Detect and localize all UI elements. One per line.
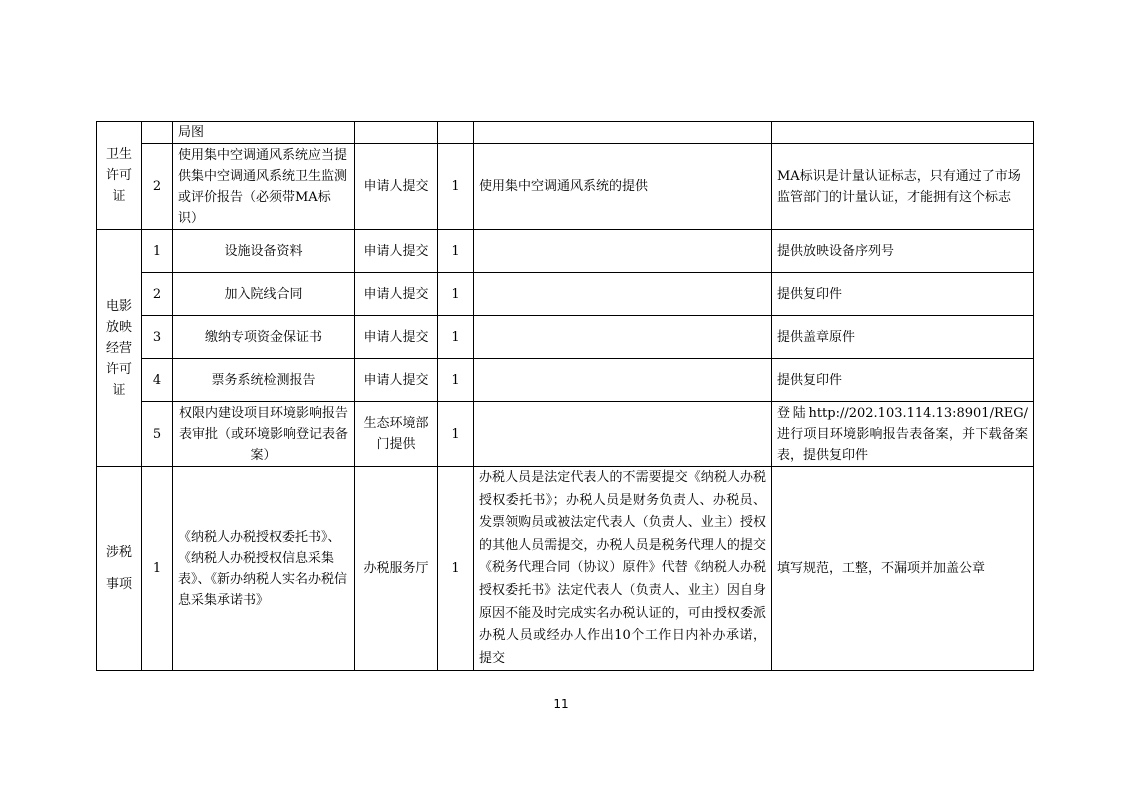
note: 提供放映设备序列号 [772,230,1034,273]
condition: 办税人员是法定代表人的不需要提交《纳税人办税授权委托书》；办税人员是财务负责人、办税员、发票领购员或被法定代表人（负责人、业主）授权的其他人员需提交，办税人员是税务代理人的提交《税务代理合同（协议）原件》代替《纳税人办税授权委托书》法定代表人（负责人、业主）因自身原因不能及时完成实名办税认证的，可由授权委派办税人员或经办人作出10个工作日内补办承诺，提交 [474,467,772,671]
table-row [97,359,1034,402]
copy-count: 1 [438,230,474,273]
submitter: 申请人提交 [355,359,438,402]
note: 提供复印件 [772,273,1034,316]
submitter: 办税服务厅 [355,467,438,671]
table-row [97,144,1034,230]
copy-count: 1 [438,359,474,402]
item-number: 4 [142,359,173,402]
condition: 使用集中空调通风系统的提供 [474,144,772,230]
note: 提供复印件 [772,359,1034,402]
item-number: 2 [142,273,173,316]
category-cell: 涉税 事项 [97,467,142,671]
copy-count: 1 [438,402,474,467]
item-number [142,122,173,144]
page-number: 11 [553,697,569,711]
copy-count: 1 [438,467,474,671]
material-name: 权限内建设项目环境影响报告表审批（或环境影响登记表备案） [173,402,355,467]
item-number: 1 [142,467,173,671]
table-row [97,122,1034,144]
submitter [355,122,438,144]
material-name: 局图 [173,122,355,144]
material-name: 加入院线合同 [173,273,355,316]
note: 填写规范，工整，不漏项并加盖公章 [772,467,1034,671]
item-number: 5 [142,402,173,467]
submitter: 生态环境部门提供 [355,402,438,467]
material-name: 缴纳专项资金保证书 [173,316,355,359]
category-cell: 卫生 许可 证 [97,122,142,230]
table-row [97,273,1034,316]
note: 登陆http://202.103.114.13:8901/REG/进行项目环境影响报告表备案，并下载备案表，提供复印件 [772,402,1034,467]
submitter: 申请人提交 [355,144,438,230]
item-number: 1 [142,230,173,273]
condition [474,230,772,273]
material-name: 使用集中空调通风系统应当提供集中空调通风系统卫生监测或评价报告（必须带MA标识） [173,144,355,230]
note [772,122,1034,144]
category-cell: 电影 放映 经营 许可 证 [97,230,142,467]
submitter: 申请人提交 [355,230,438,273]
table-row [97,316,1034,359]
material-name: 票务系统检测报告 [173,359,355,402]
submitter: 申请人提交 [355,273,438,316]
table-row [97,402,1034,467]
material-name: 设施设备资料 [173,230,355,273]
table-row [97,467,1034,671]
condition [474,122,772,144]
copy-count [438,122,474,144]
condition [474,273,772,316]
condition [474,359,772,402]
copy-count: 1 [438,316,474,359]
item-number: 3 [142,316,173,359]
note: MA标识是计量认证标志，只有通过了市场监管部门的计量认证，才能拥有这个标志 [772,144,1034,230]
copy-count: 1 [438,144,474,230]
note: 提供盖章原件 [772,316,1034,359]
condition [474,402,772,467]
material-name: 《纳税人办税授权委托书》、《纳税人办税授权信息采集表》、《新办纳税人实名办税信息采集承诺书》 [173,467,355,671]
requirements-table [96,121,1034,671]
submitter: 申请人提交 [355,316,438,359]
table-row [97,230,1034,273]
item-number: 2 [142,144,173,230]
copy-count: 1 [438,273,474,316]
condition [474,316,772,359]
